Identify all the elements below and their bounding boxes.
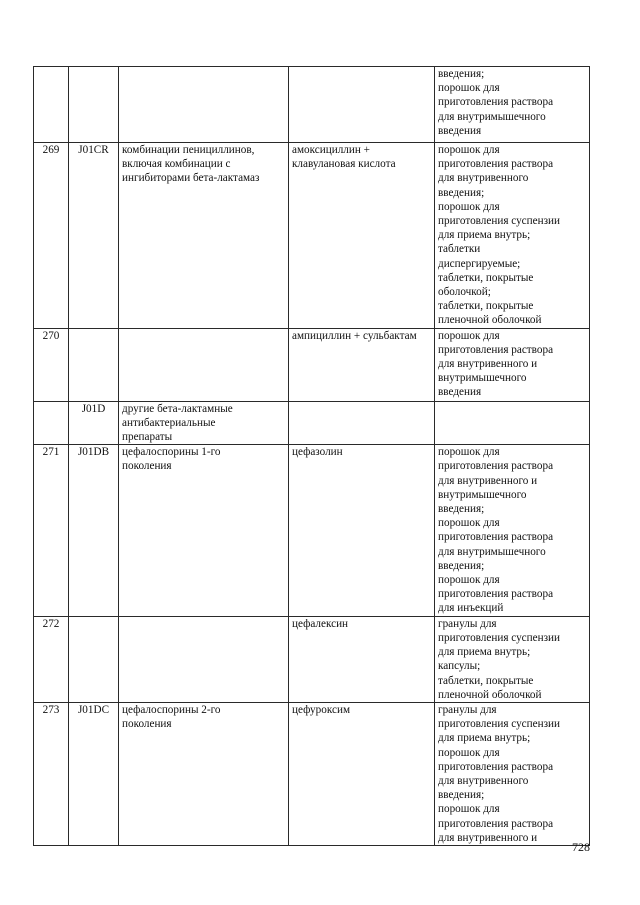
atc-code-cell: [69, 616, 119, 702]
table-row: [34, 616, 590, 702]
dosage-form-line: приготовления раствора: [438, 817, 554, 830]
dosage-form-line: введения;: [438, 186, 485, 199]
drug-name-cell: [289, 445, 435, 616]
dosage-form-line: для внутривенного: [438, 172, 529, 185]
dosage-form-line: таблетки, покрытые: [438, 674, 534, 687]
group-name-line: комбинации пенициллинов,: [122, 144, 255, 156]
atc-code-cell: J01DB: [69, 445, 119, 616]
dosage-form-line: для внутримышечного: [438, 110, 546, 123]
group-name-cell: [119, 328, 289, 401]
table-row: [34, 401, 590, 445]
dosage-form-line: порошок для: [438, 144, 500, 156]
drug-table-body: [34, 67, 590, 846]
dosage-form-line: таблетки, покрытые: [438, 271, 534, 284]
dosage-form-line: гранулы для: [438, 703, 497, 716]
page-number: 728: [572, 840, 590, 854]
group-name-cell: [119, 445, 289, 616]
dosage-form-line: внутримышечного: [438, 488, 527, 501]
dosage-form-cell: [435, 143, 590, 329]
drug-name-line: ампициллин + сульбактам: [292, 329, 417, 342]
dosage-form-line: внутримышечного: [438, 372, 527, 385]
dosage-form-line: приготовления раствора: [438, 158, 554, 171]
dosage-form-line: для внутривенного и: [438, 474, 538, 487]
group-name-cell: [119, 616, 289, 702]
dosage-form-line: для внутривенного и: [438, 358, 538, 371]
group-name-line: поколения: [122, 718, 172, 731]
group-name-cell: [119, 401, 289, 445]
group-name-line: цефалоспорины 2-го: [122, 703, 221, 716]
atc-code-cell: J01D: [69, 401, 119, 445]
dosage-form-line: порошок для: [438, 82, 500, 95]
dosage-form-line: введения;: [438, 68, 485, 80]
dosage-form-line: введения;: [438, 503, 485, 516]
dosage-form-cell: [435, 67, 590, 143]
group-name-line: поколения: [122, 460, 172, 473]
row-number-cell: 270: [34, 328, 69, 401]
dosage-form-line: приготовления суспензии: [438, 631, 560, 644]
table-row: [34, 67, 590, 143]
atc-code-cell: [69, 67, 119, 143]
dosage-form-line: порошок для: [438, 446, 500, 459]
dosage-form-line: приготовления раствора: [438, 96, 554, 109]
drug-name-line: цефуроксим: [292, 703, 351, 716]
row-number-cell: 272: [34, 616, 69, 702]
dosage-form-cell: [435, 328, 590, 401]
dosage-form-line: для приема внутрь;: [438, 229, 531, 242]
drug-name-cell: [289, 702, 435, 845]
group-name-cell: [119, 67, 289, 143]
dosage-form-line: для внутривенного и: [438, 831, 538, 844]
dosage-form-line: гранулы для: [438, 617, 497, 630]
dosage-form-line: таблетки, покрытые: [438, 300, 534, 313]
atc-code-cell: [69, 328, 119, 401]
drug-name-line: цефазолин: [292, 446, 343, 459]
drug-name-cell: [289, 616, 435, 702]
dosage-form-line: оболочкой;: [438, 286, 491, 299]
dosage-form-line: приготовления раствора: [438, 343, 554, 356]
dosage-form-line: для приема внутрь;: [438, 646, 531, 659]
dosage-form-line: приготовления раствора: [438, 760, 554, 773]
group-name-cell: [119, 702, 289, 845]
atc-code-cell: J01CR: [69, 143, 119, 329]
dosage-form-line: пленочной оболочкой: [438, 314, 542, 327]
dosage-form-line: введения: [438, 124, 482, 137]
dosage-form-line: пленочной оболочкой: [438, 688, 542, 701]
dosage-form-line: капсулы;: [438, 660, 481, 673]
dosage-form-line: порошок для: [438, 803, 500, 816]
row-number-cell: [34, 67, 69, 143]
dosage-form-cell: [435, 702, 590, 845]
drug-table-sheet: [33, 66, 589, 846]
dosage-form-line: порошок для: [438, 329, 500, 342]
dosage-form-line: введения;: [438, 559, 485, 572]
row-number-cell: 273: [34, 702, 69, 845]
dosage-form-line: для инъекций: [438, 602, 504, 615]
row-number-cell: [34, 401, 69, 445]
group-name-cell: [119, 143, 289, 329]
table-row: [34, 445, 590, 616]
table-row: [34, 328, 590, 401]
group-name-line: ингибиторами бета-лактамаз: [122, 172, 260, 185]
dosage-form-line: для приема внутрь;: [438, 732, 531, 745]
drug-table: [33, 66, 590, 846]
row-number-cell: 269: [34, 143, 69, 329]
dosage-form-line: порошок для: [438, 200, 500, 213]
dosage-form-line: приготовления суспензии: [438, 718, 560, 731]
drug-name-line: цефалексин: [292, 617, 349, 630]
dosage-form-line: порошок для: [438, 574, 500, 587]
dosage-form-line: приготовления суспензии: [438, 215, 560, 228]
dosage-form-line: таблетки: [438, 243, 481, 256]
drug-name-cell: [289, 328, 435, 401]
dosage-form-cell: [435, 401, 590, 445]
dosage-form-cell: [435, 445, 590, 616]
atc-code-cell: J01DC: [69, 702, 119, 845]
dosage-form-line: диспергируемые;: [438, 257, 521, 270]
row-number-cell: 271: [34, 445, 69, 616]
drug-name-cell: [289, 143, 435, 329]
drug-name-cell: [289, 401, 435, 445]
group-name-line: антибактериальные: [122, 416, 216, 429]
table-row: [34, 702, 590, 845]
dosage-form-line: введения;: [438, 789, 485, 802]
dosage-form-line: приготовления раствора: [438, 531, 554, 544]
group-name-line: другие бета-лактамные: [122, 402, 233, 415]
group-name-line: включая комбинации с: [122, 158, 231, 171]
dosage-form-line: приготовления раствора: [438, 588, 554, 601]
drug-name-cell: [289, 67, 435, 143]
dosage-form-line: порошок для: [438, 517, 500, 530]
group-name-line: препараты: [122, 431, 173, 444]
drug-name-line: клавулановая кислота: [292, 158, 396, 171]
dosage-form-line: для внутривенного: [438, 774, 529, 787]
dosage-form-line: приготовления раствора: [438, 460, 554, 473]
dosage-form-line: порошок для: [438, 746, 500, 759]
dosage-form-line: введения: [438, 386, 482, 399]
group-name-line: цефалоспорины 1-го: [122, 446, 221, 459]
dosage-form-line: для внутримышечного: [438, 545, 546, 558]
table-row: [34, 143, 590, 329]
drug-name-line: амоксициллин +: [292, 144, 370, 156]
dosage-form-cell: [435, 616, 590, 702]
